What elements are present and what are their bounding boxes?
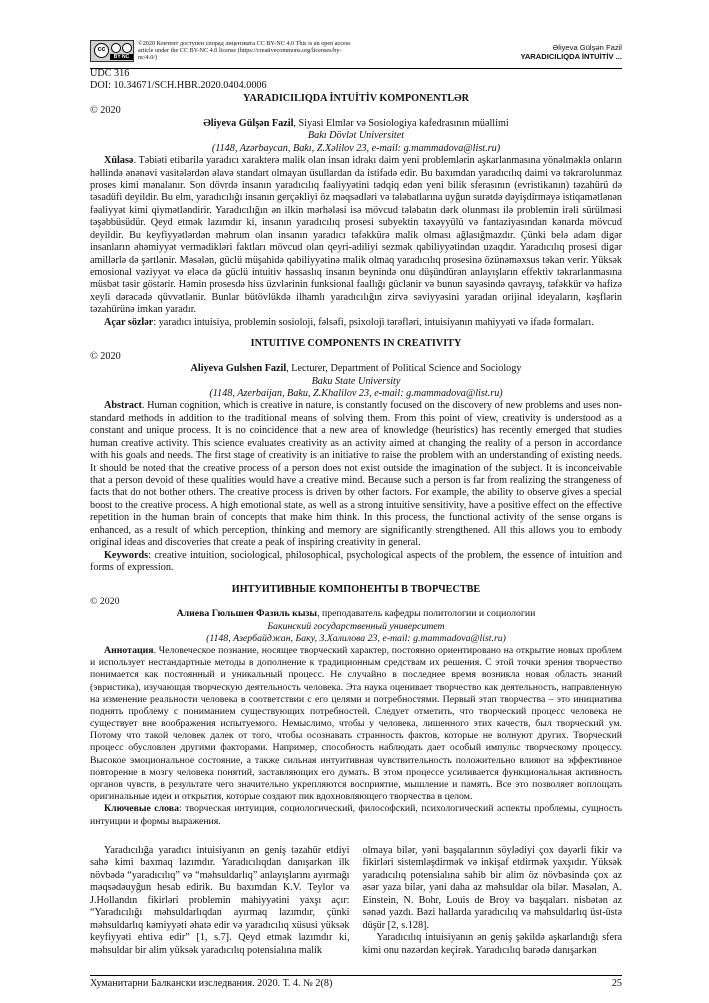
en-author-role: , Lecturer, Department of Political Science and Sociology <box>286 363 522 375</box>
ru-abstract <box>90 645 622 803</box>
page-number: 25 <box>611 978 622 989</box>
az-author-role: , Siyasi Elmlər və Sosiologiya kafedrasının müəllimi <box>293 117 509 129</box>
ru-section <box>90 584 622 828</box>
ru-abstract-label: Аннотация <box>104 644 154 656</box>
journal-name: Хуманитарни Балкански изследвания. 2020. Т. 4. № 2(8) <box>90 978 333 989</box>
en-university: Baku State University <box>311 375 401 387</box>
en-abstract-label: Abstract <box>104 400 142 412</box>
en-author <box>90 363 622 375</box>
en-keywords-text: : creative intuition, sociological, philosophical, psychological aspects of the problem, the essence of intuition and forms of expression. <box>90 549 622 574</box>
main-text-columns <box>90 845 622 957</box>
en-address: (1148, Azerbaijan, Baku, Z.Khalilov 23, e-mail: g.mammadova@list.ru) <box>209 387 503 399</box>
nc-dollar-icon <box>122 43 132 53</box>
az-address: (1148, Azərbaycan, Bakı, Z.Xəlilov 23, e-mail: g.mammadova@list.ru) <box>211 142 501 154</box>
en-keywords <box>90 550 622 575</box>
ru-university: Бакинский государственный университет <box>267 620 445 632</box>
cc-logo-icon: cc <box>94 43 109 58</box>
header-running-title: YARADICILIQDA İNTUİTİV ... <box>520 52 622 62</box>
az-copyright: © 2020 <box>90 105 121 117</box>
page-footer <box>90 975 622 990</box>
en-abstract-text: . Human cognition, which is creative in nature, is constantly focused on the discovery of new problems and uses non-standard methods in addition to the traditional means of solving them. From this point of view, creativity is understood as a constant and unique process. It is no coincidence that a new area of knowledge (heuristics) has recently emerged that studies human creative activity. This science evaluates creativity as an activity aimed at changing the reality of a person in accordance with his goals and needs. The first stage of creativity is an initiative to raise the problem with an understanding of existing needs. It should be noted that the creative process of a person does not exist outside the imagination of the subject. It is inconceivable that a person devoid of these qualities would have a creative mind. Because such a person is far from realizing the strangeness of facts that do not bother others. The creative process is driven by other factors. For example, the ability to observe gives a special boost to the creative process. A high emotional state, as well as a strong intuitive sensitivity, have a positive effect on the effective repetition in the human brain of concepts that make him think. In this process, the functional activity of the sense organs is enhanced, as a result of which perception, thinking and memory are significantly strengthened. All this allows you to embody original ideas and discoveries that create a peak of inspiring creativity in general. <box>90 400 622 549</box>
text-column-right <box>363 845 623 957</box>
en-author-name: Aliyeva Gulshen Fazil <box>190 363 287 375</box>
udc: UDC 316 <box>90 68 130 79</box>
header-author: Əliyeva Gülşən Fazil <box>552 43 622 52</box>
license-notice: ©2020 Контент доступен спорад лицензиата CC BY-NC 4.0 This is an open access article under the CC BY-NC 4.0 license (https://creativecommons.org/licenses/by-nc/4.0/) <box>138 40 351 62</box>
ru-abstract-text: . Человеческое познание, носящее творческий характер, постоянно ориентировано на открытие новых проблем и использует нестандартные методы в дополнение к традиционным средствам их решения. С этой точки зрения творчество понимается как постоянный и уникальный процесс. Не случайно в последнее время возникла новая область знаний (эвристика), изучающая творческую деятельность человека. Эта наука оценивает творчество как деятельность, направленную на изменение реальности человека в соответствии с его целями и потребностями. Первый этап творчества – это инициатива поднять проблему с пониманием существующих потребностей. Следует отметить, что творческий процесс человека не существует вне воображения испытуемого. Немыслимо, чтобы у человека, лишенного этих качеств, был творческий ум. Потому что такой человек далек от того, чтобы осознавать странность фактов, которые не волнуют других. Творческий процесс обусловлен другими факторами. Например, способность наблюдать дает особый импульс творческому процессу. Высокое эмоциональное состояние, а также сильная интуитивная чувствительность положительно влияют на эффективное повторение в мозгу человека понятий, заставляющих его думать. В этом процессе усиливается функциональная активность органов чувств, в результате чего значительно укрепляются восприятие, мышление и память. Все это позволяет воплощать оригинальные идеи и открытия, которые создают пик вдохновляющего творчества в целом. <box>90 644 622 803</box>
header-right <box>520 43 622 62</box>
paragraph: Yaradıcılıq intuisiyanın ən geniş şəkildə aşkarlandığı sfera kimi onu nəzərdən keçirək. Yaradıcılıq barədə danışarkən <box>362 932 622 956</box>
ru-author <box>90 608 622 620</box>
by-nc-label: BY NC <box>110 54 133 60</box>
en-keywords-label: Keywords <box>104 549 149 561</box>
az-author-name: Əliyeva Gülşən Fazil <box>203 117 294 129</box>
paragraph: Yaradıcılığa yaradıcı intuisiyanın ən geniş təzahür etdiyi sahə kimi baxmaq lazımdır. Yaradıcılıqdan danışarkən ilk növbədə “yaradıcılıq” və “məhsuldarlıq” anlayışlarını ayırmağı məqsədəuyğun hesab edirik. Bu baxımdan K.V. Teylor və J.Hollandın fikirləri problemin mahiyyətini yaxşı açır: “Yaradıcılığı məhsuldarlıqdan ayırmaq lazımdır, çünki məhsuldarlıq kəmiyyəti əhatə edir və yaradıcılıq xüsusi yüksək keyfiyyəti ehtiva edir” [1, s.7]. Qeyd etmək lazımdır ki, məhsuldar bir alim yüksək yaradıcılıq potensialına malik <box>90 845 350 956</box>
ru-keywords-label: Ключевые слова <box>104 803 179 815</box>
cc-license-icon[interactable] <box>90 40 134 62</box>
article-body <box>90 68 622 828</box>
en-title: INTUITIVE COMPONENTS IN CREATIVITY <box>250 338 462 350</box>
text-column-left <box>90 845 350 957</box>
az-keywords-label: Açar sözlər <box>104 316 154 328</box>
ru-title: ИНТУИТИВНЫЕ КОМПОНЕНТЫ В ТВОРЧЕСТВЕ <box>231 583 481 595</box>
az-keywords-text: : yaradıcı intuisiya, problemin sosioloji, fəlsəfi, psixoloji tərəfləri, intuisiyanın mahiyyəti və ifadə formaları. <box>153 316 594 328</box>
az-abstract-label: Xülasə <box>104 155 134 167</box>
az-abstract-text: . Təbiəti etibarilə yaradıcı xarakterə malik olan insan idrakı daim yeni problemlərin aşkarlanmasına yönəlməklə onların həllində ənənəvi vasitələrdən əlavə standart olmayan üsullardan da istifadə edir. Bu baxımdan yaradıcılıq daimi və təkrarolunmaz proses kimi mənalanır. Son dövrdə insanın yaradıcılıq fəaliyyətini tədqiq edən yeni bilik sferasının (evristikanın) təzahürü də təsadüfi deyildir. Bu elm, yaradıcılığı insanın gerçəkliyi öz məqsədləri və tələbatlarına uyğun surətdə dəyişdirməyə istiqamətlənən fəaliyyət kimi qiymətləndirir. Yaradıcılığın ən ilkin mərhələsi isə mövcud tələbatın dərk olunması ilə problemin irəli sürülməsi təşəbbüsüdür. Qeyd etmək lazımdır ki, insanın yaradıcılıq prosesi subyektin təxəyyülü və fantaziyasından kənarda mövcud deyildir. Bu keyfiyyətlərdən məhrum olan insanın yaradıcı təfəkkürə malik olması ağlasığmazdır. Çünki belə adam digər insanların əhəmiyyət vermədikləri faktları mövcud olan qeyri-adiliyi sezmək qabiliyyətindən uzaqdır. Yaradıcılıq prosesi digər amillərlə də şərtlənir. Məsələn, güclü müşahidə qabiliyyətinə malik olmaq yaradıcılıq prosesinə özünəməxsus təkan verir. Yüksək emosional vəziyyət və eləcə də güclü intuitiv həssaslıq insanın beynində onu düşündürən anlayışların effektiv təkrarlanmasına müsbət təsir göstərir. Həmin prosesdə hiss üzvlərinin funksional fəallığı güclənir və bunun sayəsində qavrayış, təfəkkür və hafizə xeyli dərəcədə qüvvətlənir. Bunlar bütövlükdə ilhamlı yaradıcılığın zirvə səviyyəsini yaradan orijinal ideyaların, kəşflərin təzahürünə imkan yaradır. <box>90 155 622 316</box>
ru-author-name: Алиева Гюльшен Фазиль кызы <box>176 608 318 620</box>
doi[interactable]: DOI: 10.34671/SCH.HBR.2020.0404.0006 <box>90 80 267 92</box>
en-copyright: © 2020 <box>90 350 121 362</box>
ru-author-role: , преподаватель кафедры политологии и социологии <box>317 608 536 620</box>
az-abstract <box>90 155 622 317</box>
az-keywords <box>90 317 622 329</box>
en-abstract <box>90 400 622 549</box>
paragraph: olmaya bilər, yəni başqalarının söylədiyi çox dəyərli fikir və fikirləri sistemləşdirmək və inkişaf etdirmək yaxşıdır. Yüksək yaradıcılıq potensialına sahib bir alim öz növbəsində çox az əsər yaza bilər, yəni daha az məhsuldar ola bilər. Məsələn, A. Einstein, N. Bohr, Louis de Broy və başqaları. nisbətən az sənəd yazdı. Bəzi hallarda yaradıcılıq və məhsuldarlıq üst-üstə düşür [2, s.128]. <box>362 845 622 931</box>
ru-copyright: © 2020 <box>90 596 120 608</box>
running-header <box>90 40 622 70</box>
az-university: Bakı Dövlət Universitet <box>307 130 405 142</box>
az-author <box>90 118 622 130</box>
ru-address: (1148, Азербайджан, Баку, З.Халилова 23, e-mail: g.mammadova@list.ru) <box>206 632 506 644</box>
by-person-icon <box>111 43 121 53</box>
ru-keywords-text: : творческая интуиция, социологический, философский, психологический аспекты проблемы, сущность интуиции и формы выражения. <box>90 803 622 827</box>
ru-keywords <box>90 803 622 827</box>
az-title: YARADICILIQDA İNTUİTİV KOMPONENTLƏR <box>242 92 470 104</box>
